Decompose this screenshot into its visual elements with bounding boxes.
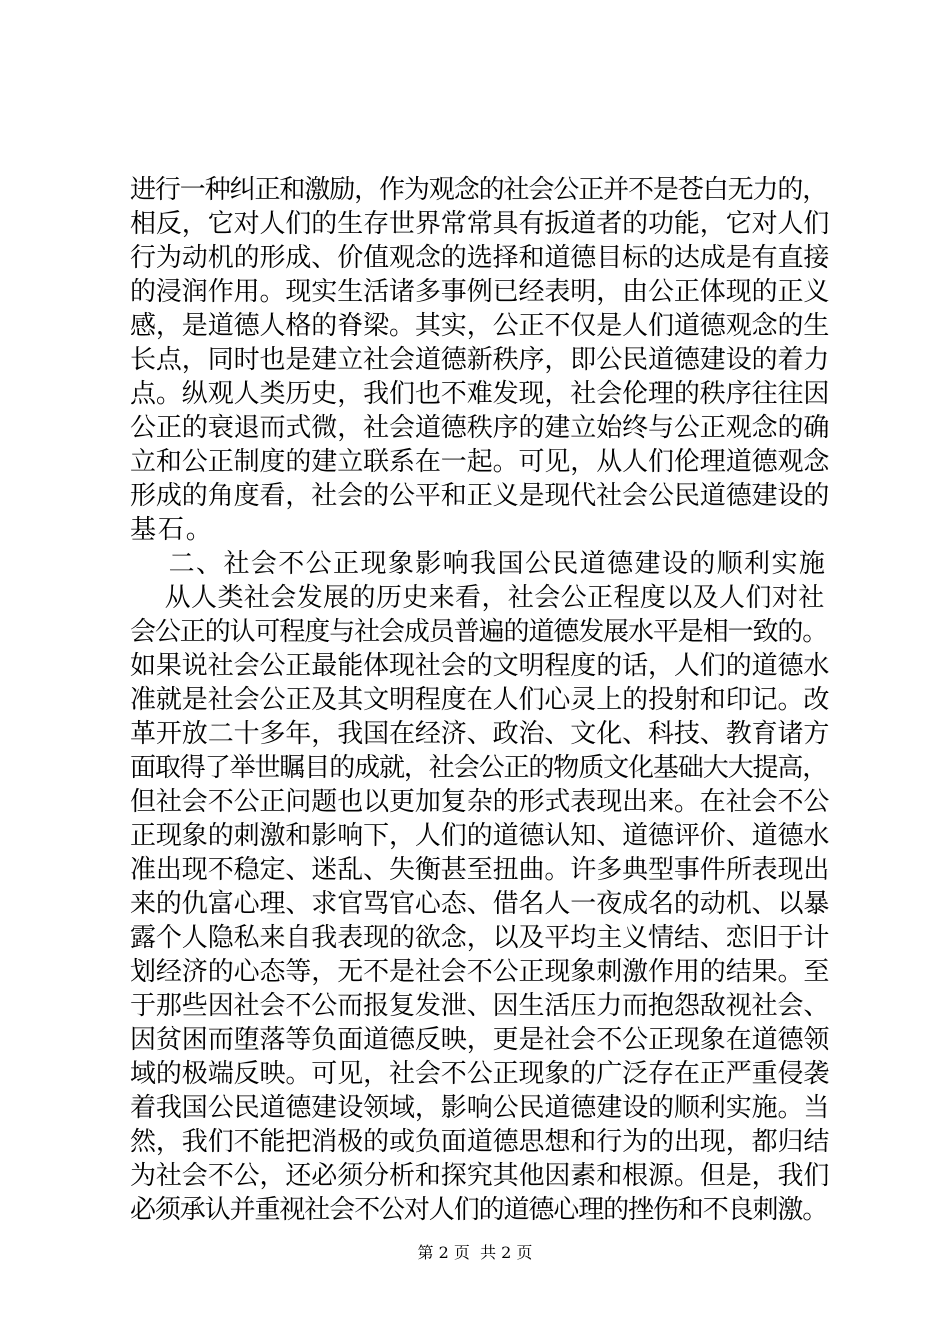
text-line: 会公正的认可程度与社会成员普遍的道德发展水平是相一致的。 xyxy=(130,617,828,647)
text-line: 形成的角度看，社会的公平和正义是现代社会公民道德建设的 xyxy=(130,481,830,511)
text-line: 于那些因社会不公而报复发泄、因生活压力而抱怨敌视社会、 xyxy=(130,991,830,1021)
text-line: 面取得了举世瞩目的成就，社会公正的物质文化基础大大提高， xyxy=(130,753,828,783)
text-line: 相反，它对人们的生存世界常常具有扳道者的功能，它对人们 xyxy=(130,209,830,239)
text-line: 正现象的刺激和影响下，人们的道德认知、道德评价、道德水 xyxy=(130,821,830,851)
page-number-footer: 第 2 页 共 2 页 xyxy=(417,1243,533,1262)
text-line: 来的仇富心理、求官骂官心态、借名人一夜成名的动机、以暴 xyxy=(130,889,830,919)
text-line: 的浸润作用。现实生活诸多事例已经表明，由公正体现的正义 xyxy=(130,277,830,307)
text-line: 进行一种纠正和激励，作为观念的社会公正并不是苍白无力的， xyxy=(130,175,828,205)
text-line: 公正的衰退而式微，社会道德秩序的建立始终与公正观念的确 xyxy=(130,413,830,443)
text-line: 准出现不稳定、迷乱、失衡甚至扭曲。许多典型事件所表现出 xyxy=(130,855,830,885)
text-line: 从人类社会发展的历史来看，社会公正程度以及人们对社 xyxy=(130,583,825,613)
text-line: 域的极端反映。可见，社会不公正现象的广泛存在正严重侵袭 xyxy=(130,1059,830,1089)
text-line: 点。纵观人类历史，我们也不难发现，社会伦理的秩序往往因 xyxy=(130,379,830,409)
text-line: 长点，同时也是建立社会道德新秩序，即公民道德建设的着力 xyxy=(130,345,830,375)
text-line: 然，我们不能把消极的或负面道德思想和行为的出现，都归结 xyxy=(130,1127,830,1157)
text-line: 基石。 xyxy=(130,515,214,545)
text-line: 如果说社会公正最能体现社会的文明程度的话，人们的道德水 xyxy=(130,651,830,681)
text-line: 为社会不公，还必须分析和探究其他因素和根源。但是，我们 xyxy=(130,1161,830,1191)
text-line: 行为动机的形成、价值观念的选择和道德目标的达成是有直接 xyxy=(130,243,830,273)
text-line: 立和公正制度的建立联系在一起。可见，从人们伦理道德观念 xyxy=(130,447,830,477)
text-line: 因贫困而堕落等负面道德反映，更是社会不公正现象在道德领 xyxy=(130,1025,830,1055)
text-line: 划经济的心态等，无不是社会不公正现象刺激作用的结果。至 xyxy=(130,957,830,987)
text-line: 革开放二十多年，我国在经济、政治、文化、科技、教育诸方 xyxy=(130,719,830,749)
text-line: 准就是社会公正及其文明程度在人们心灵上的投射和印记。改 xyxy=(130,685,830,715)
text-line: 着我国公民道德建设领域，影响公民道德建设的顺利实施。当 xyxy=(130,1093,830,1123)
text-line: 必须承认并重视社会不公对人们的道德心理的挫伤和不良刺激。 xyxy=(130,1195,828,1225)
text-line: 但社会不公正问题也以更加复杂的形式表现出来。在社会不公 xyxy=(130,787,830,817)
section-heading: 二、社会不公正现象影响我国公民道德建设的顺利实施 xyxy=(130,549,827,579)
text-line: 露个人隐私来自我表现的欲念，以及平均主义情结、恋旧于计 xyxy=(130,923,830,953)
text-line: 感，是道德人格的脊梁。其实，公正不仅是人们道德观念的生 xyxy=(130,311,830,341)
